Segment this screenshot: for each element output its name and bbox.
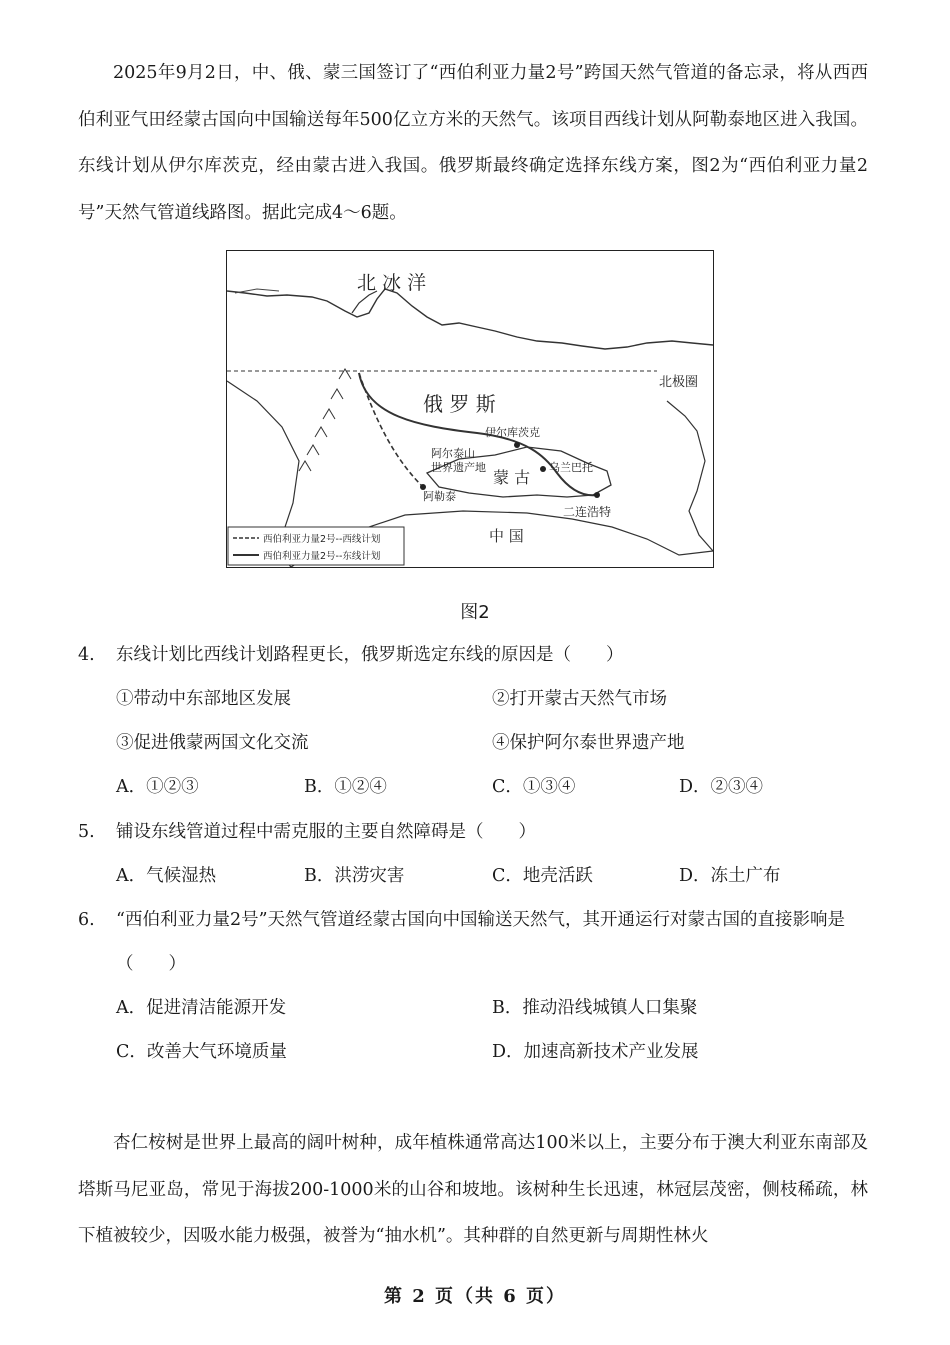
- option-d: D．②③④: [679, 777, 764, 797]
- statement-3: ③促进俄蒙两国文化交流: [116, 733, 309, 753]
- erenhot-label: 二连浩特: [563, 505, 612, 519]
- question-stem: “西伯利亚力量2号”天然气管道经蒙古国向中国输送天然气，其开通运行对蒙古国的直接影响是（ ）: [116, 910, 846, 974]
- question-stem: 铺设东线管道过程中需克服的主要自然障碍是（ ）: [116, 822, 536, 842]
- arctic-coastline: [227, 289, 713, 349]
- question-4: [78, 633, 878, 809]
- pipeline-route-map: [226, 250, 714, 568]
- question-number: 4.: [78, 645, 95, 665]
- irkutsk-dot: [514, 442, 520, 448]
- tail-paragraph: 杏仁桉树是世界上最高的阔叶树种，成年植株通常高达100米以上，主要分布于澳大利亚东南部及塔斯马尼亚岛，常见于海拔200-1000米的山谷和坡地。该树种生长迅速，林冠层茂密，侧枝稀疏，林下植被较少，因吸水能力极强，被誉为“抽水机”。其种群的自然更新与周期性林火: [78, 1133, 868, 1246]
- arctic-ocean-label: 北 冰 洋: [357, 272, 427, 294]
- arctic-circle-label: 北极圈: [659, 375, 699, 390]
- statement-1: ①带动中东部地区发展: [116, 689, 291, 709]
- figure-caption: 图2: [460, 602, 490, 623]
- map-legend: [228, 527, 404, 565]
- option-d: D．加速高新技术产业发展: [492, 1042, 699, 1062]
- east-coastline: [667, 401, 713, 551]
- irkutsk-label: 伊尔库茨克: [485, 426, 540, 439]
- legend-west-label: 西伯利亚力量2号--西线计划: [263, 534, 381, 545]
- world-heritage-label: 世界遗产地: [431, 461, 486, 474]
- option-c: C．地壳活跃: [492, 866, 593, 886]
- question-5: [78, 810, 878, 898]
- ural-mountains: [299, 369, 351, 471]
- question-stem: 东线计划比西线计划路程更长，俄罗斯选定东线的原因是（ ）: [116, 645, 624, 665]
- option-d: D．冻土广布: [679, 866, 781, 886]
- question-6: [78, 898, 878, 1074]
- ulaanbaatar-dot: [540, 466, 546, 472]
- novaya-zemlya: [352, 291, 377, 313]
- question-number: 6.: [78, 910, 95, 930]
- west-route-line: [359, 373, 423, 487]
- option-b: B．洪涝灾害: [304, 866, 405, 886]
- option-c: C．改善大气环境质量: [116, 1042, 287, 1062]
- altai-mountains-label: 阿尔泰山: [431, 447, 475, 460]
- mongolia-label: 蒙 古: [493, 468, 531, 487]
- option-a: A．①②③: [116, 777, 199, 797]
- statement-4: ④保护阿尔泰世界遗产地: [492, 733, 685, 753]
- statement-list: [116, 677, 878, 809]
- question-number: 5.: [78, 822, 95, 842]
- legend-east-label: 西伯利亚力量2号--东线计划: [263, 551, 381, 562]
- option-a: A．促进清洁能源开发: [116, 998, 287, 1018]
- china-label: 中 国: [489, 527, 524, 545]
- page-footer: 第 2 页（共 6 页）: [383, 1286, 567, 1307]
- option-a: A．气候湿热: [116, 866, 217, 886]
- option-c: C．①③④: [492, 777, 576, 797]
- option-list: [116, 854, 878, 898]
- intro-paragraph: 2025年9月2日，中、俄、蒙三国签订了“西伯利亚力量2号”跨国天然气管道的备忘录，将从西西伯利亚气田经蒙古国向中国输送每年500亿立方米的天然气。该项目西线计划从阿勒泰地区进入我国。东线计划从伊尔库茨克，经由蒙古进入我国。俄罗斯最终确定选择东线方案，图2为“西伯利亚力量2号”天然气管道线路图。据此完成4～6题。: [78, 63, 868, 223]
- statement-2: ②打开蒙古天然气市场: [492, 689, 667, 709]
- option-list: [116, 986, 878, 1074]
- option-b: B．推动沿线城镇人口集聚: [492, 998, 698, 1018]
- map-svg: [227, 251, 713, 567]
- erenhot-dot: [594, 492, 600, 498]
- altay-label: 阿勒泰: [423, 490, 456, 503]
- ulaanbaatar-label: 乌兰巴托: [549, 461, 593, 474]
- option-b: B．①②④: [304, 777, 387, 797]
- russia-label: 俄 罗 斯: [423, 392, 496, 416]
